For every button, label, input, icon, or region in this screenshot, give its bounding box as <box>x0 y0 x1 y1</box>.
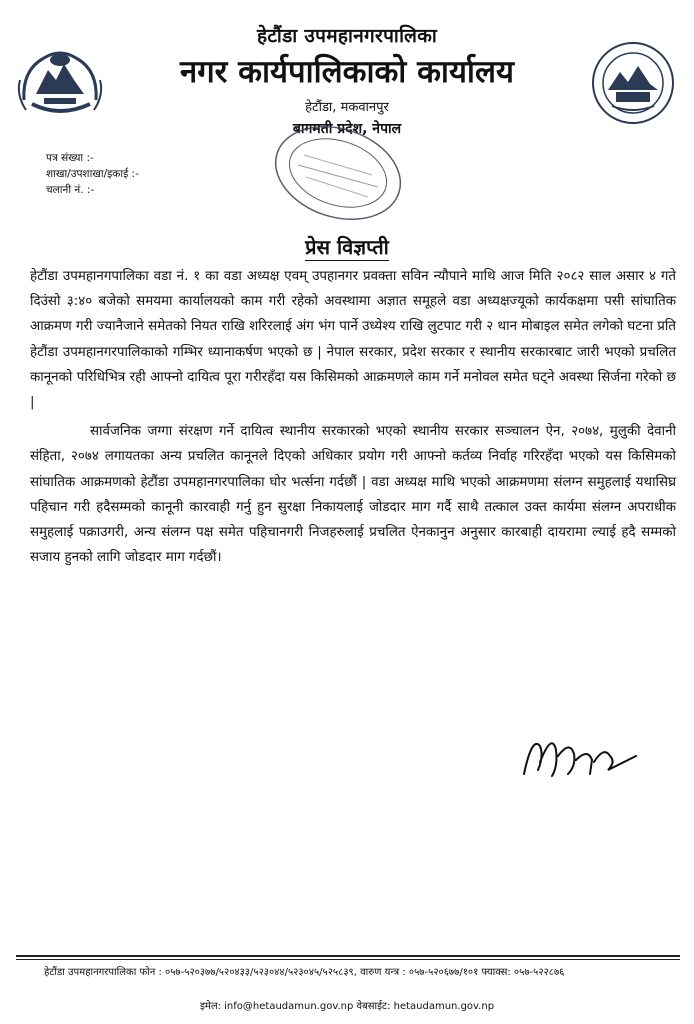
municipality-logo-icon <box>590 40 676 126</box>
body-paragraph-1: हेटौंडा उपमहानगपालिका वडा नं. १ का वडा अध्यक्ष एवम् उपहानगर प्रवक्ता सविन न्यौपाने माथि आज मिति २०८२ साल असार ४ गते दिउंसो ३:४० बजेको समयमा कार्यालयको काम गरी रहेको अवस्थामा अज्ञात समूहले वडा अध्यक्षज्यूको कार्यकक्षमा पसी सांघातिक आक्रमण गरी ज्यानैजाने समेतको नियत राखि शरिरलाई अंग भंग पार्ने उध्येश्य राखि लुटपाट गरी २ थान मोबाइल समेत लगेको घटना प्रति हेटौंडा उपमहानगरपालिकाको गम्भिर ध्यानाकर्षण भएको छ | नेपाल सरकार, प्रदेश सरकार र स्थानीय सरकारबाट जारी भएको प्रचलित कानूनको परिधिभित्र रही आफ्नो दायित्व पूरा गरीरहँदा यस किसिमको आक्रमणले काम गर्ने मनोवल समेत घट्ने अवस्था सिर्जना गरेको छ | <box>30 269 676 411</box>
body-paragraph-2: सार्वजनिक जग्गा संरक्षण गर्ने दायित्व स्थानीय सरकारको भएको स्थानीय सरकार सञ्चालन ऐन, २०७४, मुलुकी देवानी संहिता, २०७४ लगायतका अन्य प्रचलित कानूनले दिएको अधिकार प्रयोग गरी आफ्नो कर्तव्य निर्वाह गरिरहँदा भएको यस किसिमको सांघातिक आक्रमणको हेटौंडा उपमहानगरपालिका घोर भर्त्सना गर्दछौं | वडा अध्यक्ष माथि भएको आक्रमणमा संलग्न समुहलाई यथासिघ्र पहिचान गरी हदैसम्मको कानूनी कारवाही गर्नु हुन सुरक्षा निकायलाई जोडदार माग गर्दै साथै तत्काल उक्त कार्यमा संलग्न अपराधीक समुहलाई पक्राउगरी, अन्य संलग्न पक्ष समेत पहिचानगरी निजहरुलाई प्रचलित ऐनकानुन अनुसार कारबाही दायरामा ल्याई हदै सम्मको सजाय हुनको लागि जोडदार माग गर्दछौं। <box>30 424 676 566</box>
office-seal-icon <box>268 125 408 225</box>
nepal-government-emblem-icon <box>14 40 106 122</box>
document-title <box>0 233 694 260</box>
footer-contact: हेटौंडा उपमहानगरपालिका फोन : ०५७-५२०३७७/५२०४३३/५२३०४४/५२३०४५/५२५८३९, वारुण यन्त्र : ०५७-५२०६७७/१०१ फ्याक्स: ०५७-५२२८७६ <box>44 967 565 978</box>
footer-email-website: इमेल: info@hetaudamun.gov.np वेबसाईट: hetaudamun.gov.np <box>199 1001 495 1012</box>
letter-number-label: पत्र संख्या :- <box>46 152 94 164</box>
reference-block <box>46 151 139 199</box>
office-name: नगर कार्यपालिकाको कार्यालय <box>180 54 514 90</box>
municipality-name: हेटौंडा उपमहानगरपालिका <box>256 25 438 47</box>
branch-label: शाखा/उपशाखा/इकाई :- <box>46 168 139 180</box>
office-city: हेटौंडा, मकवानपुर <box>305 100 389 115</box>
press-release-body <box>30 264 676 570</box>
footer-rule-bottom <box>16 959 680 960</box>
document-title-text: प्रेस विज्ञप्ती <box>305 235 389 259</box>
office-province: बागमती प्रदेश, नेपाल <box>292 121 402 137</box>
dispatch-number-label: चलानी नं. :- <box>46 184 95 196</box>
signature-icon <box>518 726 648 782</box>
footer-rule-top <box>16 955 680 957</box>
